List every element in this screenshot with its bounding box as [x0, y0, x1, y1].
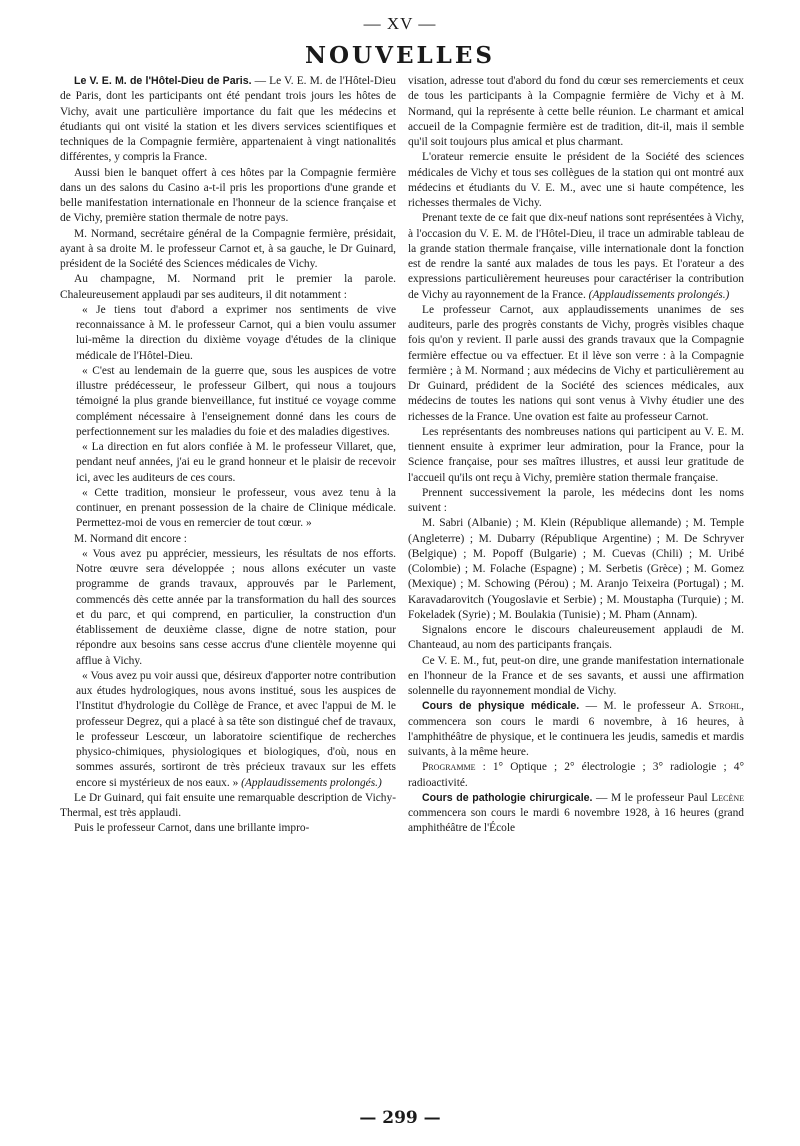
paragraph: M. Normand dit encore : — [74, 532, 187, 545]
paragraph: Prenant texte de ce fait que dix-neuf nations sont représentées à Vichy, à l'occasion du V. E. M. de l'Hôtel-Dieu, il trace un admirable tableau de la grande station thermale française, ville internationale dont la fonction est de rendre la santé aux malades de tous les pays. Et l'orateur a des expressions particulièrement heureuses pour caractériser la contribution de Vichy au rayonnement de la France. (Applaudissements prolongés.) — [408, 212, 744, 301]
section-title: NOUVELLES — [305, 42, 495, 69]
roman-folio: — XV — — [363, 14, 437, 33]
left-column — [60, 74, 396, 837]
paragraph: M. Normand, secrétaire général de la Compagnie fermière, présidait, ayant à sa droite M. le professeur Carnot et, à sa gauche, le Dr Guinard, président de la Société des Sciences médicales de Vichy. — [60, 227, 396, 270]
course-programme: Programme : 1° Optique ; 2° électrologie ; 3° radiologie ; 4° radioactivité. — [408, 761, 744, 789]
course-run-in-title: Cours de physique médicale. — [422, 700, 580, 713]
quoted-paragraph: « La direction en fut alors confiée à M. le professeur Villaret, que, pendant neuf années, j'ai eu le grand honneur et le plaisir de recevoir ici, avec les auditeurs de ces cours. — [76, 441, 396, 484]
applause-note: (Applaudissements prolongés.) — [588, 288, 730, 301]
quoted-paragraph: « C'est au lendemain de la guerre que, sous les auspices de votre illustre prédécesseur, le professeur Gilbert, qui nous a toujours témoigné la plus grande bienveillance, fut institué ce voyage comme complément nécessaire à l'enseignement donné dans les cours de perfectionnement sur les maladies du foie et des maladies digestives. — [76, 364, 396, 438]
paragraph: L'orateur remercie ensuite le président de la Société des sciences médicales de Vichy et tous ses collègues de la station qui ont montré aux médecins et étudiants du V. E. M., avec une si haute compétence, les richesses thermales de Vichy. — [408, 151, 744, 209]
paragraph: Prennent successivement la parole, les médecins dont les noms suivent : — [408, 486, 744, 514]
page-number: — 299 — — [359, 1108, 441, 1128]
professor-name: Strohl — [708, 700, 742, 713]
participants-list: M. Sabri (Albanie) ; M. Klein (République allemande) ; M. Temple (Angleterre) ; M. Dubarry (République Argentine) ; M. De Schryver (Belgique) ; M. Popoff (Bulgarie) ; M. Cuevas (Chili) ; M. Uribé (Colombie) ; M. Folache (Espagne) ; M. Serbetis (Grèce) ; M. Gomez (Mexique) ; M. Schowing (Pérou) ; M. Aranjo Teixeira (Portugal) ; M. Karavadarovitch (Yougoslavie et Serbie) ; M. Moustapha (Turquie) ; M. Fokeladek (Syrie) ; M. Boulakia (Tunisie) ; M. Pham (Annam). — [408, 517, 744, 621]
programme-label: Programme — [422, 761, 476, 774]
article-run-in-title: Le V. E. M. de l'Hôtel-Dieu de Paris. — [74, 75, 252, 87]
course-run-in-title: Cours de pathologie chirurgicale. — [422, 791, 593, 804]
quoted-paragraph: « Je tiens tout d'abord a exprimer nos sentiments de vive reconnaissance à M. le professeur Carnot, qui a bien voulu assumer lui-même la direction du dixième voyage d'études de la clinique médicale de l'Hôtel-Dieu. — [76, 303, 396, 362]
right-column — [408, 74, 744, 837]
professor-name: Lecène — [711, 791, 744, 804]
paragraph: Au champagne, M. Normand prit le premier la parole. Chaleureusement applaudi par ses auditeurs, il dit notamment : — [60, 273, 396, 301]
paragraph-continued: visation, adresse tout d'abord du fond du cœur ses remerciements et ceux de tous les participants à la Compagnie fermière de Vichy et à M. Normand, qui la représente à cette belle réunion. Le charmant et amical accueil de la Compagnie fermière est de tradition, dit-il, mais il semble qu'il soit toujours plus amical et plus charmant. — [408, 75, 744, 148]
paragraph: Puis le professeur Carnot, dans une brillante impro- — [74, 822, 310, 835]
quoted-paragraph: « Vous avez pu apprécier, messieurs, les résultats de nos efforts. Notre œuvre sera développée ; nous allons exécuter un vaste programme de grands travaux, approuvés par le Parlement, commencés dès cette année par la transformation du hall des sources et du parc, et qui comprend, en particulier, la construction d'un établissement de deuxième classe, digne de notre station, pour répondre aux besoins sans cesse accrus d'une clientèle moyenne qui afflue à Vichy. — [76, 547, 396, 667]
course-announcement-pathologie: Cours de pathologie chirurgicale. — M le professeur Paul Lecène commencera son cours le mardi 6 novembre 1928, à 16 heures (grand amphithéâtre de l'École — [408, 791, 744, 835]
paragraph: Le professeur Carnot, aux applaudissements unanimes de ses auditeurs, parle des progrès constants de Vichy, progrès visibles chaque fois qu'on y revient. Il parle aussi des grands travaux que la Compagnie fermière effectue ou va effectuer. Et il lève son verre : à la Compagnie fermière ; à M. Normand ; aux médecins de Vichy et particulièrement au Dr Guinard, prédident de la Société des sciences médicales, aux médecins de toutes les nations qui sont venus à Vivhy étudier une des richesses de la France. Une ovation est faite au professeur Carnot. — [408, 303, 744, 423]
paragraph: Aussi bien le banquet offert à ces hôtes par la Compagnie fermière dans un des salons du Casino a-t-il pris les proportions d'une grande et belle manifestation internationale en l'honneur de la science française et de Vichy, première station thermale de notre pays. — [60, 166, 396, 225]
quoted-paragraph: « Vous avez pu voir aussi que, désireux d'apporter notre contribution aux études hydrologiques, nous avons institué, sous les auspices de l'Institut d'hydrologie du Collège de France, et avec l'appui de M. le professeur Degrez, qui a placé à sa tête son distingué chef de travaux, le professeur Lescœur, un laboratoire scientifique de recherches physico-chimiques, physiologiques et biologiques, d'où, nous en sommes assurés, sortiront de très précieux travaux sur les effets encore si mystérieux de nos eaux. » (Applaudissements prolongés.) — [76, 669, 396, 789]
quoted-paragraph: « Cette tradition, monsieur le professeur, vous avez tenu à la continuer, en prenant possession de la chaire de Clinique médicale. Permettez-moi de vous en remercier de tout cœur. » — [76, 486, 396, 530]
applause-note: (Applaudissements prolongés.) — [241, 776, 382, 789]
course-announcement-physique: Cours de physique médicale. — M. le professeur A. Strohl, commencera son cours le mardi 6 novembre, à 16 heures, à l'amphithéâtre de physique, et le continuera les jeudis, samedis et mardis suivants, à la même heure. — [408, 700, 745, 758]
paragraph: Signalons encore le discours chaleureusement applaudi de M. Chanteaud, au nom des participants français. — [408, 624, 744, 652]
paragraph: Ce V. E. M., fut, peut-on dire, une grande manifestation internationale en l'honneur de la France et de ses savants, et aussi une affirmation solennelle du rayonnement mondial de Vichy. — [408, 654, 744, 697]
article-lead-paragraph: Le V. E. M. de l'Hôtel-Dieu de Paris. — Le V. E. M. de l'Hôtel-Dieu de Paris, dont les participants ont été pendant trois jours les hôtes de Vichy, avait une particulière importance du fait que les médecins et étudiants qui ont visité la station et les divers services scientifiques et techniques de la Compagnie fermière, appartenaient à vingt nationalités différentes, y compris la France. — [60, 75, 396, 164]
paragraph: Le Dr Guinard, qui fait ensuite une remarquable description de Vichy-Thermal, est très applaudi. — [60, 791, 396, 819]
paragraph: Les représentants des nombreuses nations qui participent au V. E. M. tiennent ensuite à exprimer leur admiration, pour la France, pour la Science française, pour ses maîtres illustres, et aussi leur gratitude de l'accueil qu'ils ont reçu à Vichy, première station thermale française. — [408, 425, 744, 484]
